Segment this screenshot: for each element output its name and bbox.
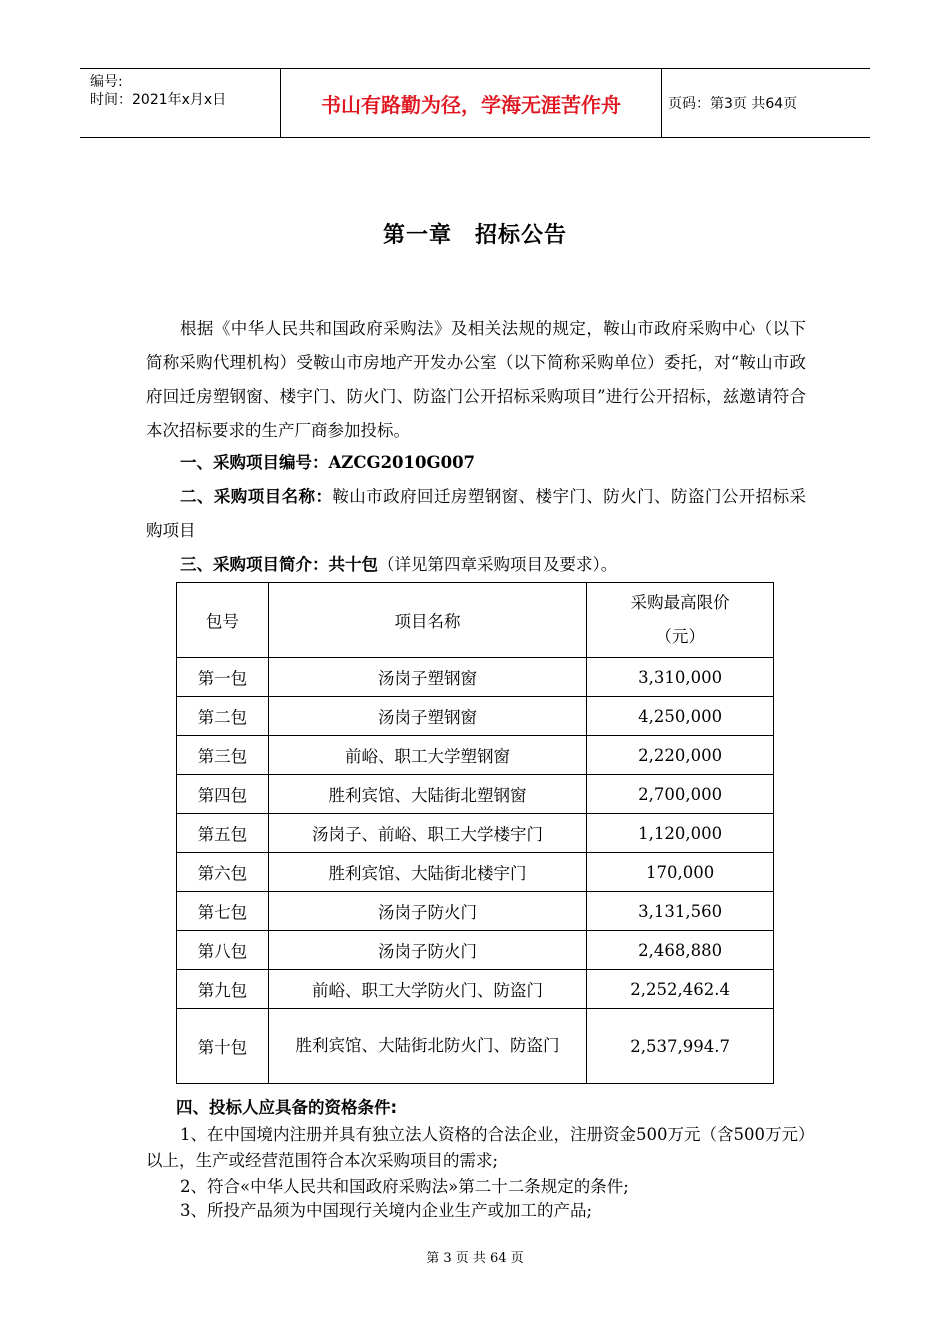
header-motto: 书山有路勤为径，学海无涯苦作舟	[280, 69, 662, 137]
page-footer: 第 3 页 共 64 页	[426, 1251, 524, 1266]
section-project-summary	[146, 548, 806, 582]
header-meta	[80, 69, 280, 137]
table-row: 第一包 汤岗子塑钢窗 3,310,000	[177, 658, 774, 697]
qualification-item: 3、所投产品须为中国现行关境内企业生产或加工的产品;	[180, 1201, 593, 1220]
time-label: 时间：2021年x月x日	[90, 92, 227, 108]
table-row: 第四包 胜利宾馆、大陆街北塑钢窗 2,700,000	[177, 775, 774, 814]
table-row: 第三包 前峪、职工大学塑钢窗 2,220,000	[177, 736, 774, 775]
package-count: 共十包	[328, 555, 378, 574]
table-row: 第七包 汤岗子防火门 3,131,560	[177, 892, 774, 931]
summary-note: （详见第四章采购项目及要求）。	[378, 555, 618, 574]
section-label: 四、投标人应具备的资格条件:	[176, 1098, 398, 1117]
table-row: 第五包 汤岗子、前峪、职工大学楼宇门 1,120,000	[177, 814, 774, 853]
header-project-name: 项目名称	[268, 583, 586, 658]
intro-paragraph: 根据《中华人民共和国政府采购法》及相关法规的规定，鞍山市政府采购中心（以下简称采购代理机构）受鞍山市房地产开发办公室（以下简称采购单位）委托，对“鞍山市政府回迁房塑钢窗、楼宇门、防火门、防盗门公开招标采购项目”进行公开招标，兹邀请符合本次招标要求的生产厂商参加投标。	[146, 319, 806, 440]
section-project-name	[146, 480, 806, 548]
project-name: 鞍山市政府回迁房塑钢窗、楼宇门、防火门、防盗门公开招标采购项目	[146, 487, 807, 540]
project-number: AZCG2010G007	[328, 453, 476, 472]
qualification-item: 1、在中国境内注册并具有独立法人资格的合法企业，注册资金500万元（含500万元）以上，生产或经营范围符合本次采购项目的需求;	[146, 1125, 807, 1170]
table-row: 第九包 前峪、职工大学防火门、防盗门 2,252,462.4	[177, 970, 774, 1009]
number-label: 编号:	[90, 74, 123, 90]
table-header-row	[177, 583, 774, 658]
section-label: 三、采购项目简介：	[180, 555, 329, 574]
qualification-item: 2、符合«中华人民共和国政府采购法»第二十二条规定的条件;	[180, 1177, 629, 1196]
header-page-info: 页码：第3页 共64页	[668, 96, 798, 112]
header-max-price: 采购最高限价 （元）	[587, 583, 774, 658]
table-row: 第二包 汤岗子塑钢窗 4,250,000	[177, 697, 774, 736]
header-package-no: 包号	[177, 583, 269, 658]
chapter-title: 第一章 招标公告	[382, 223, 567, 248]
section-project-number	[146, 446, 806, 480]
table-row: 第十包 胜利宾馆、大陆街北防火门、防盗门 2,537,994.7	[177, 1009, 774, 1084]
section-label: 一、采购项目编号：	[180, 453, 329, 472]
table-row: 第六包 胜利宾馆、大陆街北楼宇门 170,000	[177, 853, 774, 892]
table-row: 第八包 汤岗子防火门 2,468,880	[177, 931, 774, 970]
package-table	[176, 582, 774, 1084]
section-label: 二、采购项目名称：	[180, 487, 333, 506]
page-header	[80, 68, 870, 138]
section-qualifications	[176, 1093, 796, 1123]
